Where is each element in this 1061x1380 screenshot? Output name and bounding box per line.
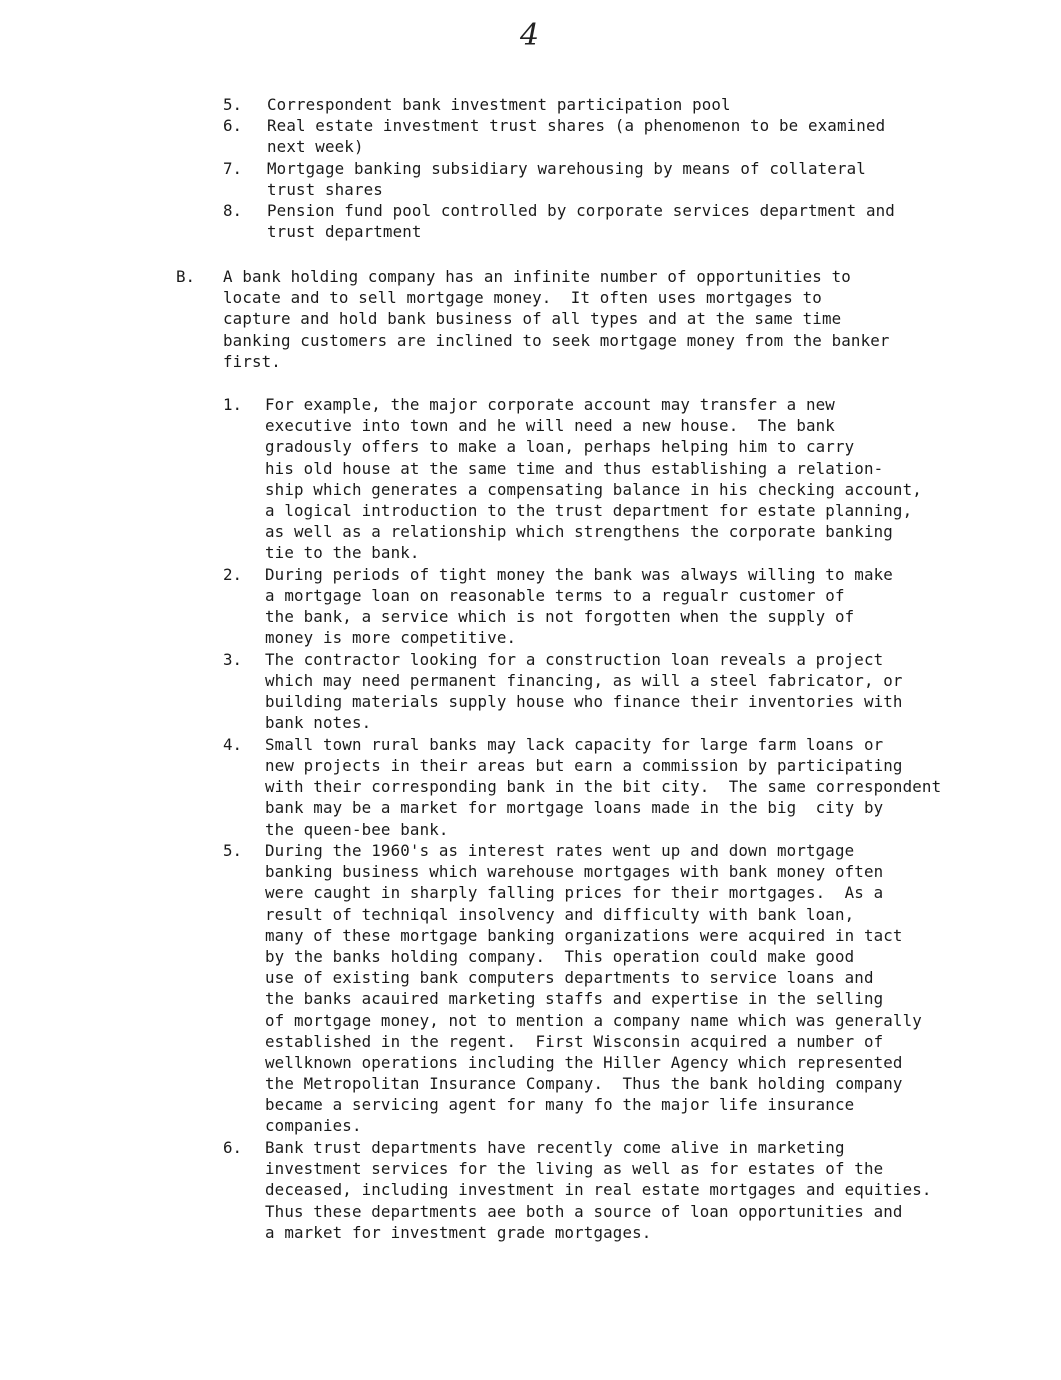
- text-line: the Metropolitan Insurance Company. Thus the bank holding company: [265, 1074, 903, 1094]
- text-line: tie to the bank.: [265, 543, 420, 563]
- text-line: Bank trust departments have recently come alive in marketing: [265, 1138, 845, 1157]
- list-item-text: [265, 734, 941, 840]
- text-line: use of existing bank computers departments to service loans and: [265, 968, 874, 988]
- list-item-text: [267, 94, 731, 115]
- list-item-number: 4.: [223, 734, 243, 754]
- text-line: locate and to sell mortgage money. It often uses mortgages to: [223, 288, 822, 308]
- list-item-number: 6.: [223, 116, 243, 136]
- text-line: the banks acauired marketing staffs and expertise in the selling: [265, 989, 884, 1009]
- text-line: the queen-bee bank.: [265, 819, 449, 839]
- text-line: banking customers are inclined to seek mortgage money from the banker: [223, 330, 890, 350]
- list-item-text: [265, 1137, 932, 1243]
- list-item-text: [267, 158, 866, 200]
- text-line: For example, the major corporate account may transfer a new: [265, 395, 835, 414]
- text-line: investment services for the living as well as for estates of the: [265, 1159, 884, 1179]
- list-item-number: 5.: [223, 841, 243, 860]
- text-line: companies.: [265, 1116, 362, 1136]
- text-line: of mortgage money, not to mention a company name which was generally: [265, 1010, 922, 1030]
- text-line: wellknown operations including the Hiller Agency which represented: [265, 1052, 903, 1072]
- section-b-paragraph: [223, 266, 890, 372]
- list-item-number: 7.: [223, 158, 243, 178]
- text-line: banking business which warehouse mortgages with bank money often: [265, 862, 884, 882]
- text-line: Real estate investment trust shares (a phenomenon to be examined: [267, 116, 886, 136]
- text-line: became a servicing agent for many fo the major life insurance: [265, 1095, 855, 1115]
- list-item-text: [265, 394, 922, 564]
- list-item-number: 1.: [223, 395, 243, 414]
- list-item-number: 3.: [223, 649, 243, 669]
- text-line: new projects in their areas but earn a commission by participating: [265, 755, 903, 775]
- text-line: Mortgage banking subsidiary warehousing by means of collateral: [267, 158, 866, 178]
- text-line: money is more competitive.: [265, 628, 517, 648]
- text-line: trust department: [267, 222, 422, 242]
- text-line: were caught in sharply falling prices for their mortgages. As a: [265, 883, 884, 903]
- list-item-number: 2.: [223, 564, 243, 584]
- text-line: the bank, a service which is not forgotten when the supply of: [265, 607, 855, 627]
- text-line: gradously offers to make a loan, perhaps helping him to carry: [265, 437, 855, 457]
- text-line: The contractor looking for a construction loan reveals a project: [265, 649, 884, 669]
- text-line: his old house at the same time and thus establishing a relation-: [265, 458, 884, 478]
- text-line: During periods of tight money the bank was always willing to make: [265, 564, 893, 584]
- list-item-number: 6.: [223, 1138, 243, 1157]
- text-line: by the banks holding company. This operation could make good: [265, 946, 855, 966]
- text-line: During the 1960's as interest rates went up and down mortgage: [265, 841, 855, 860]
- text-line: a market for investment grade mortgages.: [265, 1222, 652, 1242]
- text-line: trust shares: [267, 179, 383, 199]
- text-line: a logical introduction to the trust department for estate planning,: [265, 500, 913, 520]
- text-line: Correspondent bank investment participation pool: [267, 95, 731, 114]
- list-item-text: [265, 649, 903, 734]
- text-line: deceased, including investment in real estate mortgages and equities.: [265, 1180, 932, 1200]
- text-line: a mortgage loan on reasonable terms to a regualr customer of: [265, 585, 845, 605]
- list-item-text: [265, 564, 893, 649]
- text-line: executive into town and he will need a new house. The bank: [265, 416, 835, 436]
- list-item-text: [265, 840, 922, 1137]
- text-line: result of techniqal insolvency and difficulty with bank loan,: [265, 904, 855, 924]
- text-line: bank notes.: [265, 713, 372, 733]
- text-line: next week): [267, 137, 364, 157]
- list-item-number: 5.: [223, 95, 243, 114]
- text-line: as well as a relationship which strengthens the corporate banking: [265, 522, 893, 542]
- text-line: many of these mortgage banking organizations were acquired in tact: [265, 925, 903, 945]
- text-line: building materials supply house who finance their inventories with: [265, 692, 903, 712]
- text-line: Small town rural banks may lack capacity for large farm loans or: [265, 734, 884, 754]
- text-line: which may need permanent financing, as will a steel fabricator, or: [265, 670, 903, 690]
- text-line: established in the regent. First Wisconsin acquired a number of: [265, 1031, 884, 1051]
- page-number: 4: [520, 18, 540, 53]
- text-line: Pension fund pool controlled by corporate services department and: [267, 201, 895, 220]
- section-b-label: B.: [176, 267, 196, 286]
- text-line: with their corresponding bank in the bit city. The same correspondent: [265, 777, 942, 797]
- text-line: A bank holding company has an infinite number of opportunities to: [223, 267, 851, 286]
- text-line: ship which generates a compensating balance in his checking account,: [265, 479, 922, 499]
- list-item-text: [267, 200, 895, 242]
- list-item-text: [267, 115, 885, 157]
- text-line: bank may be a market for mortgage loans made in the big city by: [265, 798, 884, 818]
- text-line: first.: [223, 351, 281, 371]
- text-line: capture and hold bank business of all types and at the same time: [223, 309, 842, 329]
- text-line: Thus these departments aee both a source of loan opportunities and: [265, 1201, 903, 1221]
- list-item-number: 8.: [223, 201, 243, 220]
